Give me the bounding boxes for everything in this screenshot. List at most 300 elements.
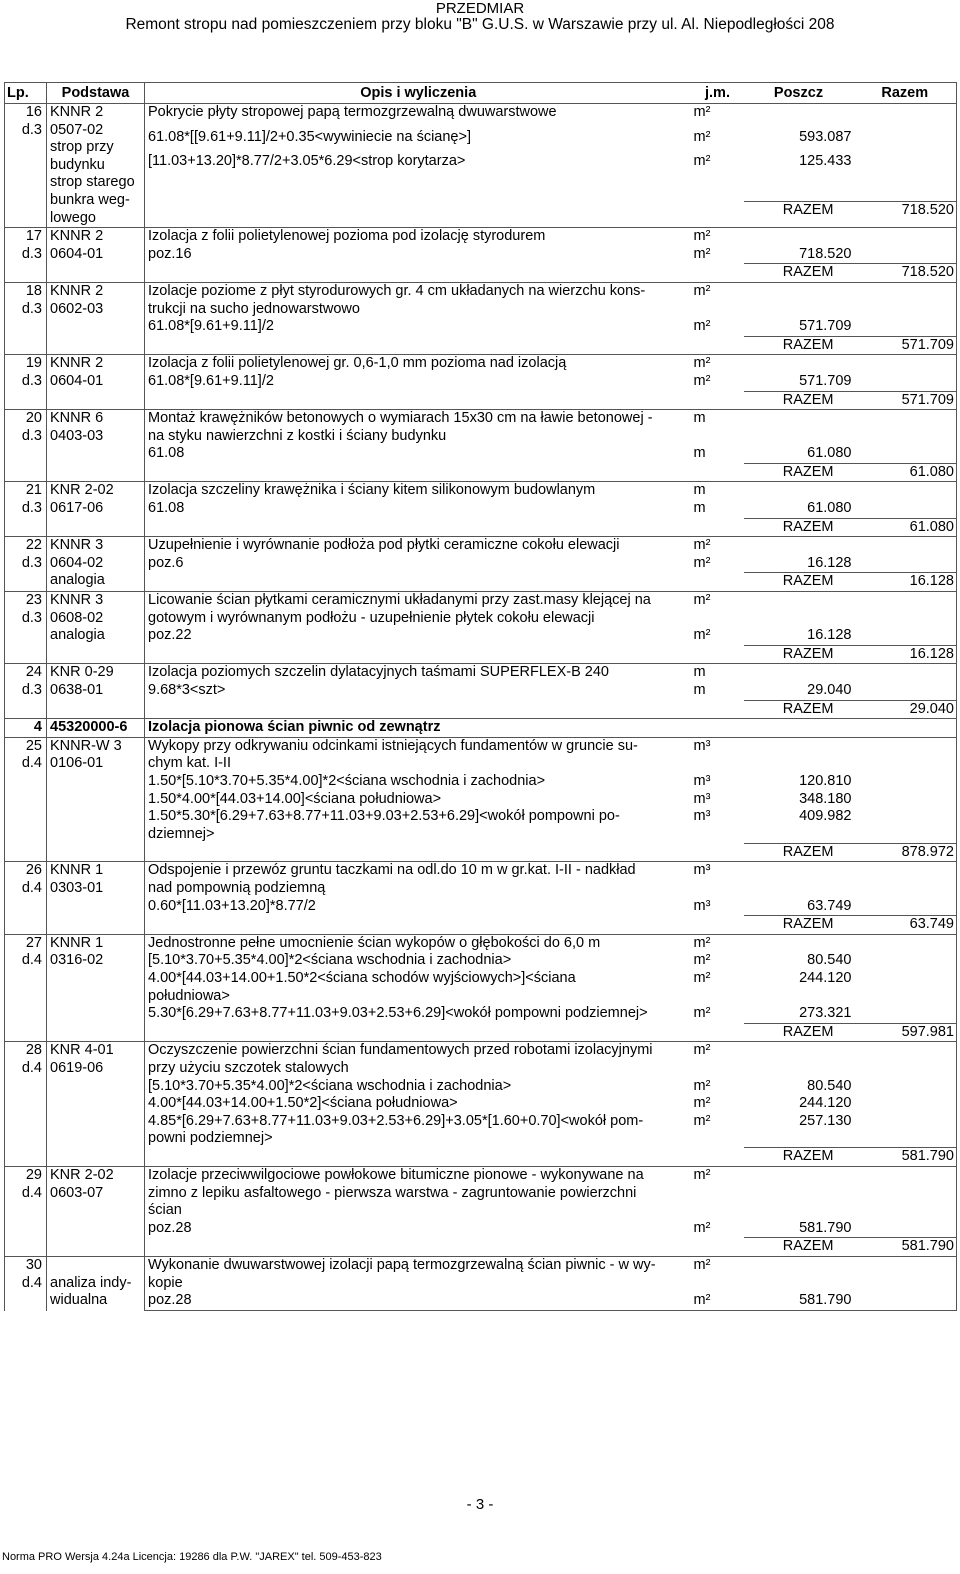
razem-value: 581.790 bbox=[854, 1148, 957, 1167]
calc-unit: m bbox=[693, 445, 706, 462]
item-number: 16 d.3 bbox=[5, 104, 47, 228]
razem-value: 61.080 bbox=[854, 463, 957, 482]
razem-spacer bbox=[145, 264, 692, 283]
razem-label: RAZEM bbox=[744, 518, 854, 537]
razem-spacer bbox=[145, 700, 692, 719]
item-number: 26 d.4 bbox=[5, 862, 47, 934]
item-basis: KNR 2-02 0603-07 bbox=[47, 1167, 145, 1257]
calc-unit: m² bbox=[693, 318, 711, 335]
razem-spacer bbox=[145, 202, 692, 228]
razem-label: RAZEM bbox=[744, 843, 854, 862]
razem-spacer bbox=[145, 336, 692, 355]
calc-total-empty bbox=[854, 500, 957, 518]
col-razem-header: Razem bbox=[854, 83, 957, 104]
table-row bbox=[5, 482, 957, 500]
section-spacer bbox=[744, 719, 854, 738]
razem-spacer bbox=[145, 645, 692, 664]
calc-expression: 61.08 bbox=[145, 445, 692, 463]
item-subtotal-empty bbox=[744, 592, 854, 628]
calc-value: 409.982 bbox=[799, 808, 852, 825]
razem-spacer bbox=[692, 645, 744, 664]
item-description: Izolacje poziome z płyt styrodurowych gr. 4 cm układanych na wierzchu kons- trukcji na sucho jednowarstwowo bbox=[145, 282, 692, 318]
item-description: Oczyszczenie powierzchni ścian fundamentowych przed robotami izolacyjnymi przy użyciu szczotek stalowych bbox=[145, 1042, 692, 1078]
section-code: 45320000-6 bbox=[47, 719, 145, 738]
item-basis: KNNR 6 0403-03 bbox=[47, 410, 145, 482]
item-total-empty bbox=[854, 664, 957, 682]
calc-expression: 5.30*[6.29+7.63+8.77+11.03+9.03+2.53+6.29]<wokół pompowni podziemnej> bbox=[145, 1005, 692, 1023]
item-description: Uzupełnienie i wyrównanie podłoża pod płytki ceramiczne cokołu elewacji bbox=[145, 537, 692, 555]
razem-value: 16.128 bbox=[854, 645, 957, 664]
item-description: Izolacja poziomych szczelin dylatacyjnych taśmami SUPERFLEX-B 240 bbox=[145, 664, 692, 682]
razem-spacer bbox=[692, 573, 744, 592]
razem-spacer bbox=[145, 391, 692, 410]
item-description: Izolacja z folii polietylenowej gr. 0,6-1,0 mm pozioma nad izolacją bbox=[145, 355, 692, 373]
calc-value: 244.120 bbox=[799, 1095, 852, 1112]
item-basis: KNNR 2 0507-02 strop przy budynku strop starego bunkra weg- lowego bbox=[47, 104, 145, 228]
razem-value: 597.981 bbox=[854, 1023, 957, 1042]
item-basis: KNR 2-02 0617-06 bbox=[47, 482, 145, 537]
calc-row bbox=[5, 627, 957, 645]
calc-row bbox=[5, 129, 957, 153]
razem-row bbox=[5, 336, 957, 355]
item-number: 21 d.3 bbox=[5, 482, 47, 537]
razem-label: RAZEM bbox=[744, 1148, 854, 1167]
razem-label: RAZEM bbox=[744, 202, 854, 228]
calc-expression: 1.50*5.30*[6.29+7.63+8.77+11.03+9.03+2.53+6.29]<wokół pompowni po- dziemnej> bbox=[145, 808, 692, 843]
razem-value: 63.749 bbox=[854, 916, 957, 935]
item-subtotal-empty bbox=[744, 1167, 854, 1220]
item-unit: m bbox=[692, 664, 744, 682]
item-unit: m² bbox=[692, 592, 744, 628]
item-total-empty bbox=[854, 592, 957, 628]
item-subtotal-empty bbox=[744, 228, 854, 246]
item-total-empty bbox=[854, 862, 957, 898]
razem-spacer bbox=[692, 1023, 744, 1042]
calc-row bbox=[5, 1005, 957, 1023]
calc-row bbox=[5, 1113, 957, 1148]
calc-value: 61.080 bbox=[807, 445, 852, 462]
razem-row bbox=[5, 391, 957, 410]
calc-unit: m² bbox=[693, 952, 711, 969]
calc-total-empty bbox=[854, 808, 957, 843]
document-status: PRZEDMIAR bbox=[435, 0, 525, 17]
item-total-empty bbox=[854, 537, 957, 555]
razem-row bbox=[5, 573, 957, 592]
table-row bbox=[5, 282, 957, 318]
item-description: Izolacja szczeliny krawężnika i ściany kitem silikonowym budowlanym bbox=[145, 482, 692, 500]
razem-label: RAZEM bbox=[744, 700, 854, 719]
item-unit: m² bbox=[692, 934, 744, 952]
razem-label: RAZEM bbox=[744, 573, 854, 592]
calc-expression: poz.16 bbox=[145, 246, 692, 264]
razem-spacer bbox=[744, 1310, 854, 1311]
razem-label: RAZEM bbox=[744, 645, 854, 664]
calc-unit bbox=[692, 177, 744, 201]
razem-label: RAZEM bbox=[744, 916, 854, 935]
calc-row bbox=[5, 373, 957, 391]
table-row bbox=[5, 1167, 957, 1220]
razem-value: 718.520 bbox=[854, 264, 957, 283]
item-unit: m² bbox=[692, 1167, 744, 1220]
razem-row bbox=[5, 700, 957, 719]
item-subtotal-empty bbox=[744, 934, 854, 952]
calc-expression: 4.85*[6.29+7.63+8.77+11.03+9.03+2.53+6.29]+3.05*[1.60+0.70]<wokół pom- powni podziemnej> bbox=[145, 1113, 692, 1148]
item-total-empty bbox=[854, 934, 957, 952]
calc-value: 257.130 bbox=[799, 1112, 852, 1129]
calc-total-empty bbox=[854, 1113, 957, 1148]
item-subtotal-empty bbox=[744, 537, 854, 555]
calc-unit: m² bbox=[693, 554, 711, 571]
item-unit: m² bbox=[692, 228, 744, 246]
calc-row bbox=[5, 177, 957, 201]
calc-expression bbox=[145, 177, 692, 201]
calc-value: 571.709 bbox=[799, 372, 852, 389]
section-spacer bbox=[692, 719, 744, 738]
razem-label: RAZEM bbox=[744, 1023, 854, 1042]
calc-value: 120.810 bbox=[799, 772, 852, 789]
item-basis: KNR 0-29 0638-01 bbox=[47, 664, 145, 719]
calc-unit: m² bbox=[693, 153, 711, 169]
table-row bbox=[5, 1042, 957, 1078]
calc-unit: m² bbox=[693, 627, 711, 644]
calc-unit: m² bbox=[693, 1112, 711, 1129]
calc-total-empty bbox=[854, 1095, 957, 1113]
calc-value: 571.709 bbox=[799, 318, 852, 335]
table-row bbox=[5, 934, 957, 952]
calc-row bbox=[5, 246, 957, 264]
calc-total-empty bbox=[854, 627, 957, 645]
table-row bbox=[5, 592, 957, 628]
calc-expression: 61.08*[9.61+9.11]/2 bbox=[145, 318, 692, 336]
calc-row bbox=[5, 1095, 957, 1113]
calc-value bbox=[744, 177, 854, 201]
table-row bbox=[5, 410, 957, 446]
table-header bbox=[5, 83, 957, 104]
calc-value: 244.120 bbox=[799, 970, 852, 986]
calc-value: 80.540 bbox=[807, 1077, 852, 1094]
razem-spacer bbox=[854, 1310, 957, 1311]
col-podstawa-header: Podstawa bbox=[47, 83, 145, 104]
software-footer: Norma PRO Wersja 4.24a Licencja: 19286 dla P.W. "JAREX" tel. 509-453-823 bbox=[2, 1551, 382, 1563]
calc-expression: 4.00*[44.03+14.00+1.50*2]<ściana południowa> bbox=[145, 1095, 692, 1113]
razem-spacer bbox=[692, 916, 744, 935]
item-description: Izolacje przeciwwilgociowe powłokowe bitumiczne pionowe - wykonywane na zimno z lepiku asfaltowego - pierwsza warstwa - zagruntowanie powierzchni ścian bbox=[145, 1167, 692, 1220]
item-unit: m³ bbox=[692, 737, 744, 773]
item-total-empty bbox=[854, 1042, 957, 1078]
calc-value: 61.080 bbox=[807, 500, 852, 517]
item-number: 22 d.3 bbox=[5, 537, 47, 592]
item-description: Jednostronne pełne umocnienie ścian wykopów o głębokości do 6,0 m bbox=[145, 934, 692, 952]
item-description: Izolacja z folii polietylenowej pozioma pod izolację styrodurem bbox=[145, 228, 692, 246]
item-number: 20 d.3 bbox=[5, 410, 47, 482]
calc-total-empty bbox=[854, 1220, 957, 1238]
razem-spacer bbox=[692, 391, 744, 410]
calc-expression: 61.08 bbox=[145, 500, 692, 518]
item-number: 24 d.3 bbox=[5, 664, 47, 719]
calc-row bbox=[5, 318, 957, 336]
calc-row bbox=[5, 773, 957, 791]
calc-row bbox=[5, 153, 957, 177]
calc-value: 273.321 bbox=[799, 1005, 852, 1022]
table-row bbox=[5, 664, 957, 682]
razem-row bbox=[5, 264, 957, 283]
item-description: Odspojenie i przewóz gruntu taczkami na odl.do 10 m w gr.kat. I-II - nadkład nad pompownią podziemną bbox=[145, 862, 692, 898]
item-unit: m² bbox=[692, 1042, 744, 1078]
item-unit: m² bbox=[692, 1257, 744, 1293]
razem-value: 16.128 bbox=[854, 573, 957, 592]
calc-value: 348.180 bbox=[799, 790, 852, 807]
estimate-table bbox=[4, 82, 957, 1311]
razem-row bbox=[5, 1310, 957, 1311]
razem-row bbox=[5, 843, 957, 862]
item-total-empty bbox=[854, 737, 957, 773]
item-subtotal-empty bbox=[744, 482, 854, 500]
razem-spacer bbox=[145, 1310, 692, 1311]
item-total-empty bbox=[854, 355, 957, 373]
item-subtotal-empty bbox=[744, 862, 854, 898]
calc-value: 718.520 bbox=[799, 245, 852, 262]
section-row bbox=[5, 719, 957, 738]
calc-row bbox=[5, 1220, 957, 1238]
calc-expression: poz.22 bbox=[145, 627, 692, 645]
item-number: 30 d.4 bbox=[5, 1257, 47, 1311]
item-number: 19 d.3 bbox=[5, 355, 47, 410]
razem-spacer bbox=[692, 1148, 744, 1167]
item-number: 28 d.4 bbox=[5, 1042, 47, 1167]
calc-total-empty bbox=[854, 318, 957, 336]
item-subtotal-empty bbox=[744, 355, 854, 373]
table-row bbox=[5, 1257, 957, 1293]
calc-expression: poz.28 bbox=[145, 1292, 692, 1310]
razem-label: RAZEM bbox=[744, 463, 854, 482]
item-description: Pokrycie płyty stropowej papą termozgrzewalną dwuwarstwowe bbox=[145, 104, 692, 129]
razem-value: 61.080 bbox=[854, 518, 957, 537]
item-description: Wykonanie dwuwarstwowej izolacji papą termozgrzewalną ścian piwnic - w wy- kopie bbox=[145, 1257, 692, 1293]
razem-label: RAZEM bbox=[744, 1238, 854, 1257]
calc-total-empty bbox=[854, 129, 957, 153]
razem-row bbox=[5, 202, 957, 228]
item-total-empty bbox=[854, 1167, 957, 1220]
item-subtotal-empty bbox=[744, 282, 854, 318]
calc-value: 80.540 bbox=[807, 952, 852, 969]
calc-unit: m³ bbox=[693, 772, 711, 789]
item-total-empty bbox=[854, 410, 957, 446]
calc-unit: m² bbox=[693, 1219, 711, 1236]
col-poszcz-header: Poszcz bbox=[744, 83, 854, 104]
item-total-empty bbox=[854, 1257, 957, 1293]
razem-value: 581.790 bbox=[854, 1238, 957, 1257]
calc-total-empty bbox=[854, 1005, 957, 1023]
item-unit: m² bbox=[692, 104, 744, 129]
section-spacer bbox=[854, 719, 957, 738]
item-number: 27 d.4 bbox=[5, 934, 47, 1042]
calc-row bbox=[5, 500, 957, 518]
calc-expression: 0.60*[11.03+13.20]*8.77/2 bbox=[145, 898, 692, 916]
item-basis: KNNR 3 0604-02 analogia bbox=[47, 537, 145, 592]
calc-row bbox=[5, 808, 957, 843]
item-basis: KNNR 1 0303-01 bbox=[47, 862, 145, 934]
calc-total-empty bbox=[854, 153, 957, 177]
razem-row bbox=[5, 1148, 957, 1167]
razem-value: 29.040 bbox=[854, 700, 957, 719]
table-row bbox=[5, 537, 957, 555]
item-total-empty bbox=[854, 282, 957, 318]
razem-label: RAZEM bbox=[744, 264, 854, 283]
razem-spacer bbox=[145, 1023, 692, 1042]
item-subtotal-empty bbox=[744, 1042, 854, 1078]
item-unit: m² bbox=[692, 537, 744, 555]
razem-spacer bbox=[145, 843, 692, 862]
calc-value: 63.749 bbox=[807, 897, 852, 914]
calc-expression: 9.68*3<szt> bbox=[145, 682, 692, 700]
item-total-empty bbox=[854, 104, 957, 129]
razem-spacer bbox=[692, 264, 744, 283]
calc-unit: m³ bbox=[693, 790, 711, 807]
calc-expression: [5.10*3.70+5.35*4.00]*2<ściana wschodnia i zachodnia> bbox=[145, 952, 692, 970]
item-basis: analiza indy- widualna bbox=[47, 1257, 145, 1311]
calc-unit: m bbox=[693, 500, 706, 517]
item-unit: m² bbox=[692, 355, 744, 373]
calc-total-empty bbox=[854, 898, 957, 916]
calc-value: 593.087 bbox=[799, 128, 852, 145]
calc-expression: 4.00*[44.03+14.00+1.50*2<ściana schodów wyjściowych>]<ściana południowa> bbox=[145, 970, 692, 1005]
calc-total-empty bbox=[854, 373, 957, 391]
calc-row bbox=[5, 1078, 957, 1096]
calc-row bbox=[5, 1292, 957, 1310]
calc-total-empty bbox=[854, 177, 957, 201]
item-basis: KNNR-W 3 0106-01 bbox=[47, 737, 145, 862]
item-unit: m bbox=[692, 410, 744, 446]
razem-spacer bbox=[692, 843, 744, 862]
document-title: Remont stropu nad pomieszczeniem przy bloku "B" G.U.S. w Warszawie przy ul. Al. Niepodległości 208 bbox=[125, 16, 835, 33]
calc-row bbox=[5, 445, 957, 463]
item-subtotal-empty bbox=[744, 737, 854, 773]
calc-row bbox=[5, 555, 957, 573]
razem-row bbox=[5, 518, 957, 537]
item-subtotal-empty bbox=[744, 104, 854, 129]
item-total-empty bbox=[854, 482, 957, 500]
item-number: 17 d.3 bbox=[5, 228, 47, 283]
calc-unit: m² bbox=[693, 1095, 711, 1112]
item-number: 23 d.3 bbox=[5, 592, 47, 664]
calc-unit: m² bbox=[693, 1077, 711, 1094]
page-number: - 3 - bbox=[466, 1496, 494, 1513]
section-title: Izolacja pionowa ścian piwnic od zewnątrz bbox=[145, 719, 692, 738]
calc-expression: 61.08*[9.61+9.11]/2 bbox=[145, 373, 692, 391]
razem-label: RAZEM bbox=[744, 336, 854, 355]
calc-total-empty bbox=[854, 1078, 957, 1096]
item-basis: KNNR 1 0316-02 bbox=[47, 934, 145, 1042]
item-basis: KNNR 3 0608-02 analogia bbox=[47, 592, 145, 664]
razem-spacer bbox=[692, 1238, 744, 1257]
calc-expression: 1.50*[5.10*3.70+5.35*4.00]*2<ściana wschodnia i zachodnia> bbox=[145, 773, 692, 791]
calc-value: 581.790 bbox=[799, 1292, 852, 1309]
razem-row bbox=[5, 463, 957, 482]
razem-spacer bbox=[145, 1238, 692, 1257]
razem-value: 571.709 bbox=[854, 391, 957, 410]
item-description: Wykopy przy odkrywaniu odcinkami istniejących fundamentów w gruncie su- chym kat. I-II bbox=[145, 737, 692, 773]
razem-value: 571.709 bbox=[854, 336, 957, 355]
calc-value: 581.790 bbox=[799, 1219, 852, 1236]
razem-spacer bbox=[692, 518, 744, 537]
razem-value: 878.972 bbox=[854, 843, 957, 862]
calc-total-empty bbox=[854, 970, 957, 1005]
col-opis-header: Opis i wyliczenia bbox=[145, 83, 692, 104]
calc-row bbox=[5, 952, 957, 970]
table-row bbox=[5, 737, 957, 773]
razem-row bbox=[5, 645, 957, 664]
calc-value: 16.128 bbox=[807, 554, 852, 571]
calc-unit: m³ bbox=[693, 897, 711, 914]
item-basis: KNNR 2 0602-03 bbox=[47, 282, 145, 354]
item-number: 18 d.3 bbox=[5, 282, 47, 354]
table-row bbox=[5, 355, 957, 373]
calc-total-empty bbox=[854, 445, 957, 463]
razem-spacer bbox=[145, 518, 692, 537]
razem-spacer bbox=[145, 1148, 692, 1167]
calc-row bbox=[5, 682, 957, 700]
razem-row bbox=[5, 916, 957, 935]
table-row bbox=[5, 104, 957, 129]
section-number: 4 bbox=[5, 719, 47, 738]
calc-total-empty bbox=[854, 791, 957, 809]
calc-value: 16.128 bbox=[807, 627, 852, 644]
calc-expression: [11.03+13.20]*8.77/2+3.05*6.29<strop korytarza> bbox=[145, 153, 692, 177]
calc-expression: [5.10*3.70+5.35*4.00]*2<ściana wschodnia i zachodnia> bbox=[145, 1078, 692, 1096]
razem-spacer bbox=[692, 1310, 744, 1311]
item-subtotal-empty bbox=[744, 664, 854, 682]
item-subtotal-empty bbox=[744, 410, 854, 446]
calc-total-empty bbox=[854, 682, 957, 700]
calc-unit: m bbox=[693, 682, 706, 698]
razem-spacer bbox=[145, 916, 692, 935]
item-basis: KNNR 2 0604-01 bbox=[47, 228, 145, 283]
calc-total-empty bbox=[854, 773, 957, 791]
item-description: Montaż krawężników betonowych o wymiarach 15x30 cm na ławie betonowej - na styku nawierzchni z kostki i ściany budynku bbox=[145, 410, 692, 446]
calc-value: 125.433 bbox=[799, 153, 852, 169]
table-row bbox=[5, 228, 957, 246]
calc-row bbox=[5, 898, 957, 916]
calc-row bbox=[5, 970, 957, 1005]
razem-spacer bbox=[692, 202, 744, 228]
calc-total-empty bbox=[854, 1292, 957, 1310]
razem-row bbox=[5, 1238, 957, 1257]
item-unit: m bbox=[692, 482, 744, 500]
razem-spacer bbox=[145, 463, 692, 482]
calc-unit: m² bbox=[693, 970, 711, 986]
item-description: Licowanie ścian płytkami ceramicznymi układanymi przy zast.masy klejącej na gotowym i wyrównanym podłożu - uzupełnienie płytek cokołu elewacji bbox=[145, 592, 692, 628]
calc-unit: m² bbox=[693, 1005, 711, 1022]
calc-expression: poz.28 bbox=[145, 1220, 692, 1238]
item-basis: KNR 4-01 0619-06 bbox=[47, 1042, 145, 1167]
calc-total-empty bbox=[854, 246, 957, 264]
calc-total-empty bbox=[854, 555, 957, 573]
item-basis: KNNR 2 0604-01 bbox=[47, 355, 145, 410]
calc-unit: m² bbox=[693, 1292, 711, 1309]
calc-total-empty bbox=[854, 952, 957, 970]
item-number: 29 d.4 bbox=[5, 1167, 47, 1257]
col-lp-header: Lp. bbox=[5, 83, 47, 104]
item-total-empty bbox=[854, 228, 957, 246]
razem-spacer bbox=[692, 463, 744, 482]
calc-unit: m³ bbox=[693, 808, 711, 825]
calc-expression: 1.50*4.00*[44.03+14.00]<ściana południowa> bbox=[145, 791, 692, 809]
razem-spacer bbox=[145, 573, 692, 592]
razem-spacer bbox=[692, 336, 744, 355]
razem-spacer bbox=[692, 700, 744, 719]
calc-unit: m² bbox=[693, 372, 711, 389]
calc-unit: m² bbox=[693, 128, 711, 145]
